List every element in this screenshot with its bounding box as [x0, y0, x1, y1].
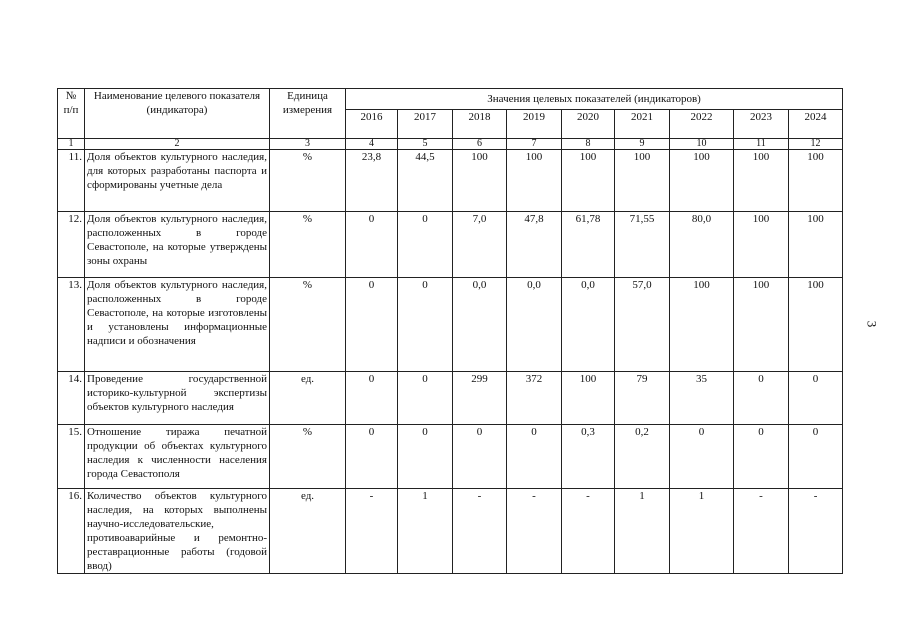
indicator-value: 61,78: [562, 212, 615, 278]
indicator-value: 100: [453, 150, 507, 212]
indicator-value: 299: [453, 372, 507, 425]
header-year: 2023: [734, 110, 789, 139]
indicator-value: 80,0: [670, 212, 734, 278]
indicator-value: 57,0: [615, 278, 670, 372]
indicator-value: 35: [670, 372, 734, 425]
indicator-name: Проведение государственной историко-культурной экспертизы объектов культурного наследия: [85, 372, 270, 425]
indicator-unit: %: [270, 212, 346, 278]
row-index: 14.: [58, 372, 85, 425]
indicator-value: -: [507, 489, 562, 574]
indicator-value: 0: [398, 212, 453, 278]
header-year: 2017: [398, 110, 453, 139]
indicator-value: 0: [346, 425, 398, 489]
row-index: 15.: [58, 425, 85, 489]
indicator-value: 0: [734, 425, 789, 489]
indicator-value: 100: [734, 278, 789, 372]
page-number: 3: [864, 320, 880, 328]
table-row: [58, 425, 843, 489]
indicator-value: 100: [789, 150, 843, 212]
indicator-unit: %: [270, 150, 346, 212]
column-number: 4: [346, 139, 398, 150]
indicators-table: [57, 88, 843, 574]
indicator-value: 0: [789, 372, 843, 425]
column-number: 12: [789, 139, 843, 150]
indicator-value: 1: [398, 489, 453, 574]
header-year: 2020: [562, 110, 615, 139]
indicator-value: -: [562, 489, 615, 574]
indicator-value: 0: [453, 425, 507, 489]
indicator-value: 0: [734, 372, 789, 425]
indicator-unit: ед.: [270, 489, 346, 574]
indicator-value: 100: [507, 150, 562, 212]
indicator-value: -: [346, 489, 398, 574]
column-numbers-row: [58, 139, 843, 150]
indicator-value: 0: [346, 278, 398, 372]
indicator-value: 0,0: [562, 278, 615, 372]
table-row: [58, 372, 843, 425]
row-index: 11.: [58, 150, 85, 212]
indicator-value: -: [453, 489, 507, 574]
indicator-unit: %: [270, 278, 346, 372]
indicator-value: 0: [507, 425, 562, 489]
indicator-value: 0: [789, 425, 843, 489]
header-num: № п/п: [58, 89, 85, 139]
table-row: [58, 278, 843, 372]
column-number: 5: [398, 139, 453, 150]
indicator-value: 100: [615, 150, 670, 212]
column-number: 3: [270, 139, 346, 150]
indicator-value: 0: [398, 372, 453, 425]
indicator-name: Доля объектов культурного наследия, расположенных в городе Севастополе, на которые утверждены зоны охраны: [85, 212, 270, 278]
indicator-value: 100: [734, 150, 789, 212]
header-unit: Единица измерения: [270, 89, 346, 139]
indicator-value: 0: [346, 212, 398, 278]
header-year: 2022: [670, 110, 734, 139]
indicator-value: 100: [789, 212, 843, 278]
indicator-name: Отношение тиража печатной продукции об объектах культурного наследия к численности населения города Севастополя: [85, 425, 270, 489]
row-index: 16.: [58, 489, 85, 574]
table-row: [58, 212, 843, 278]
column-number: 11: [734, 139, 789, 150]
indicator-value: 44,5: [398, 150, 453, 212]
column-number: 1: [58, 139, 85, 150]
header-year: 2018: [453, 110, 507, 139]
table-row: [58, 150, 843, 212]
indicator-value: 100: [734, 212, 789, 278]
header-values: Значения целевых показателей (индикаторов): [346, 89, 843, 110]
indicator-value: 1: [615, 489, 670, 574]
indicator-value: 47,8: [507, 212, 562, 278]
indicator-unit: %: [270, 425, 346, 489]
column-number: 6: [453, 139, 507, 150]
column-number: 9: [615, 139, 670, 150]
indicator-value: 23,8: [346, 150, 398, 212]
indicator-value: -: [789, 489, 843, 574]
indicator-value: 0,3: [562, 425, 615, 489]
header-year: 2016: [346, 110, 398, 139]
indicator-value: 372: [507, 372, 562, 425]
indicator-name: Количество объектов культурного наследия, на которых выполнены научно-исследовательские, противоаварийные и ремонтно-реставрационные работы (годовой ввод): [85, 489, 270, 574]
column-number: 8: [562, 139, 615, 150]
column-number: 10: [670, 139, 734, 150]
indicator-value: 0: [670, 425, 734, 489]
indicator-value: 7,0: [453, 212, 507, 278]
indicator-value: 0,0: [507, 278, 562, 372]
indicator-value: 0: [398, 278, 453, 372]
indicator-value: 100: [562, 372, 615, 425]
header-year: 2024: [789, 110, 843, 139]
indicator-name: Доля объектов культурного наследия, для которых разработаны паспорта и сформированы учетные дела: [85, 150, 270, 212]
header-year: 2021: [615, 110, 670, 139]
header-year: 2019: [507, 110, 562, 139]
indicator-value: 100: [789, 278, 843, 372]
indicator-value: 71,55: [615, 212, 670, 278]
column-number: 7: [507, 139, 562, 150]
indicator-value: -: [734, 489, 789, 574]
indicator-value: 0,0: [453, 278, 507, 372]
indicator-unit: ед.: [270, 372, 346, 425]
indicator-value: 0: [346, 372, 398, 425]
header-row: [58, 89, 843, 110]
header-name: Наименование целевого показателя (индикатора): [85, 89, 270, 139]
column-number: 2: [85, 139, 270, 150]
indicator-value: 0,2: [615, 425, 670, 489]
indicator-value: 1: [670, 489, 734, 574]
indicator-value: 79: [615, 372, 670, 425]
row-index: 13.: [58, 278, 85, 372]
table-row: [58, 489, 843, 574]
indicator-name: Доля объектов культурного наследия, расположенных в городе Севастополе, на которые изготовлены и установлены информационные надписи и обозначения: [85, 278, 270, 372]
indicator-value: 0: [398, 425, 453, 489]
indicator-value: 100: [562, 150, 615, 212]
indicator-value: 100: [670, 150, 734, 212]
indicator-value: 100: [670, 278, 734, 372]
row-index: 12.: [58, 212, 85, 278]
